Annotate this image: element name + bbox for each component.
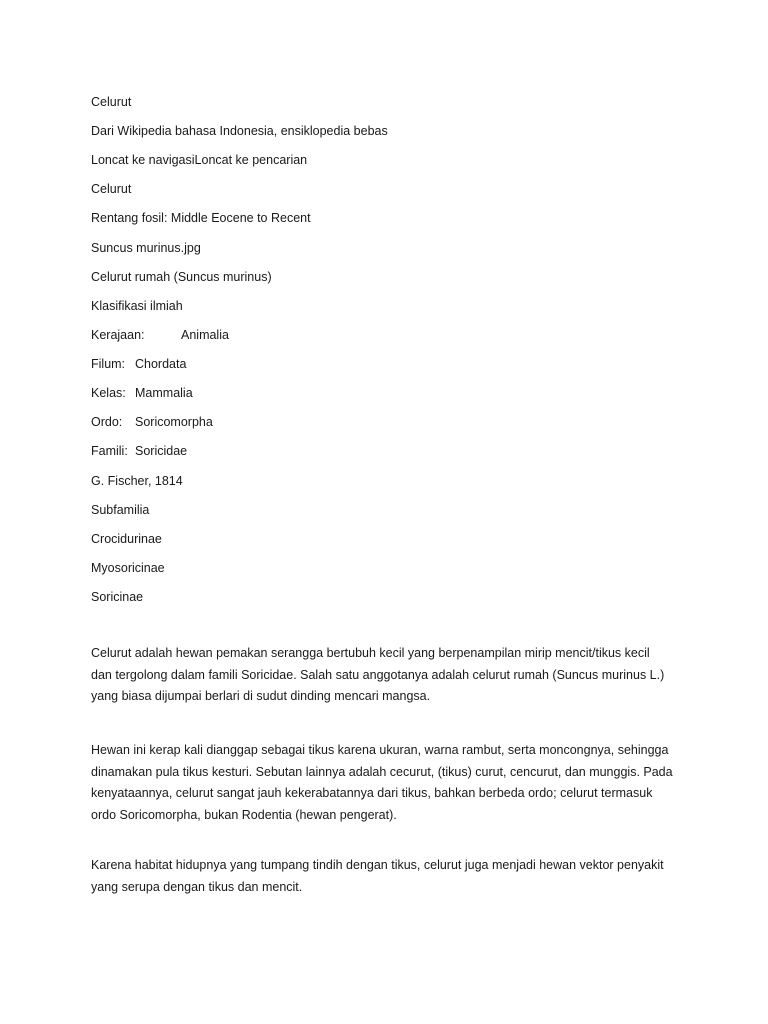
taxonomy-label: Ordo: xyxy=(91,415,123,429)
navigation-line: Loncat ke navigasiLoncat ke pencarian xyxy=(91,153,308,167)
taxonomy-label: Kerajaan: xyxy=(91,328,145,342)
taxonomy-row-phylum xyxy=(91,356,186,372)
authority-line: G. Fischer, 1814 xyxy=(91,474,183,488)
paragraph-line: Hewan ini kerap kali dianggap sebagai tikus karena ukuran, warna rambut, serta moncongnya, sehingga xyxy=(91,743,669,757)
paragraph-line: dan tergolong dalam famili Soricidae. Salah satu anggotanya adalah celurut rumah (Suncus murinus L.) xyxy=(91,667,665,682)
taxonomy-value: Soricidae xyxy=(135,444,188,458)
subfamily-item: Myosoricinae xyxy=(91,561,165,575)
paragraph-line: dinamakan pula tikus kesturi. Sebutan lainnya adalah cecurut, (tikus) curut, cencurut, dan munggis. Pada xyxy=(91,764,673,779)
subfamily-item: Crocidurinae xyxy=(91,532,162,546)
taxonomy-value: Chordata xyxy=(135,357,187,371)
body-paragraph-3 xyxy=(91,855,681,898)
classification-heading: Klasifikasi ilmiah xyxy=(91,299,183,313)
taxonomy-row-kingdom xyxy=(91,327,229,343)
source-line: Dari Wikipedia bahasa Indonesia, ensiklopedia bebas xyxy=(91,124,388,138)
paragraph-line: Celurut adalah hewan pemakan serangga bertubuh kecil yang berpenampilan mirip mencit/tikus kecil xyxy=(91,646,650,660)
paragraph-line: Karena habitat hidupnya yang tumpang tindih dengan tikus, celurut juga menjadi hewan vektor penyakit xyxy=(91,858,664,872)
body-paragraph-1 xyxy=(91,643,681,708)
taxonomy-row-family xyxy=(91,443,187,459)
taxonomy-row-class xyxy=(91,385,193,401)
taxonomy-label: Filum: xyxy=(91,357,126,371)
infobox-title: Celurut xyxy=(91,182,132,196)
subfamily-heading: Subfamilia xyxy=(91,503,150,517)
taxonomy-label: Kelas: xyxy=(91,386,126,400)
paragraph-line: yang serupa dengan tikus dan mencit. xyxy=(91,879,303,894)
subfamily-item: Soricinae xyxy=(91,590,144,604)
paragraph-line: kenyataannya, celurut sangat jauh kekerabatannya dari tikus, bahkan berbeda ordo; celurut termasuk xyxy=(91,786,653,800)
taxonomy-row-order xyxy=(91,414,213,430)
taxonomy-value: Animalia xyxy=(181,328,229,342)
taxonomy-label: Famili: xyxy=(91,444,128,458)
taxonomy-value: Mammalia xyxy=(135,386,193,400)
article-title: Celurut xyxy=(91,95,132,109)
fossil-range-line: Rentang fosil: Middle Eocene to Recent xyxy=(91,211,311,225)
paragraph-line: ordo Soricomorpha, bukan Rodentia (hewan pengerat). xyxy=(91,807,397,822)
body-paragraph-2 xyxy=(91,740,681,826)
taxonomy-value: Soricomorpha xyxy=(135,415,213,429)
paragraph-line: yang biasa dijumpai berlari di sudut dinding mencari mangsa. xyxy=(91,689,431,703)
image-caption-line: Celurut rumah (Suncus murinus) xyxy=(91,270,272,284)
image-filename-line: Suncus murinus.jpg xyxy=(91,241,201,255)
